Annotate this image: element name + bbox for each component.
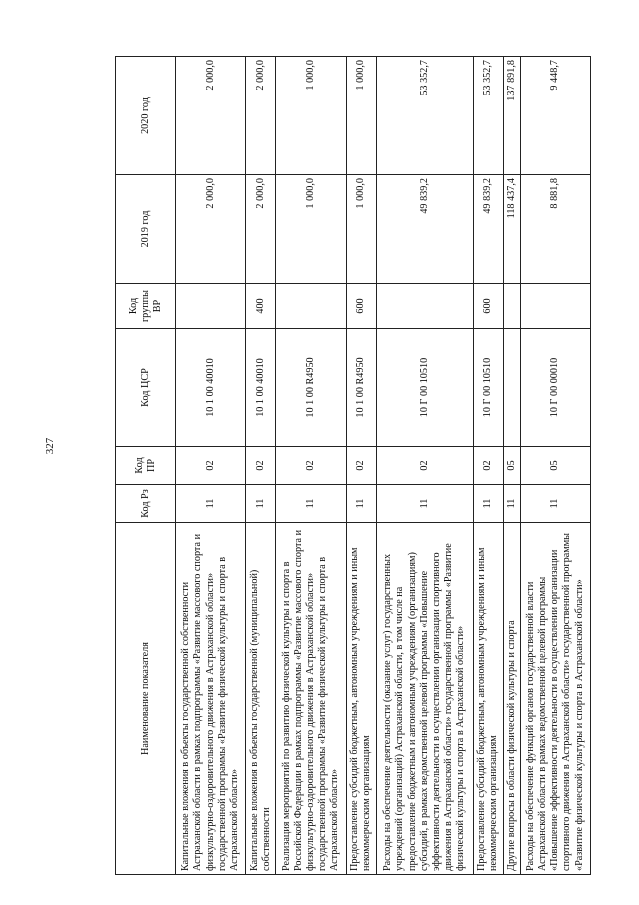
- row-2020: 1 000,0: [276, 57, 346, 175]
- row-csr: 10 Г 00 10510: [376, 329, 473, 447]
- table-row: [246, 57, 276, 875]
- row-pr: 02: [176, 447, 246, 485]
- row-pr: 02: [473, 447, 503, 485]
- budget-table: [115, 56, 591, 875]
- row-rz: 11: [276, 485, 346, 523]
- row-pr: 05: [503, 447, 520, 485]
- table-header-row: [116, 57, 176, 875]
- row-2020: 53 352,7: [473, 57, 503, 175]
- row-vr: [376, 284, 473, 329]
- header-pr: Код ПР: [116, 447, 176, 485]
- header-2020: 2020 год: [116, 57, 176, 175]
- row-rz: 11: [473, 485, 503, 523]
- row-2019: 49 839,2: [376, 175, 473, 284]
- row-pr: 02: [346, 447, 376, 485]
- row-rz: 11: [176, 485, 246, 523]
- row-vr: [176, 284, 246, 329]
- row-2019: 118 437,4: [503, 175, 520, 284]
- row-vr: [520, 284, 590, 329]
- header-name: Наименование показателя: [116, 523, 176, 875]
- row-name: Капитальные вложения в объекты государственной собственности Астраханской области в рамках подпрограммы «Развитие массового спорта и физкультурно-оздоровительного движения в Астраханской области» государственной программы «Развитие физической культуры и спорта в Астраханской области»: [176, 523, 246, 875]
- row-pr: 02: [246, 447, 276, 485]
- header-rz: Код Рз: [116, 485, 176, 523]
- row-csr: [503, 329, 520, 447]
- row-name: Предоставление субсидий бюджетным, автономным учреждениям и иным некоммерческим организациям: [346, 523, 376, 875]
- table-row: [276, 57, 346, 875]
- row-2019: 2 000,0: [176, 175, 246, 284]
- row-2020: 9 448,7: [520, 57, 590, 175]
- row-pr: 02: [376, 447, 473, 485]
- row-2020: 1 000,0: [346, 57, 376, 175]
- row-2020: 53 352,7: [376, 57, 473, 175]
- row-vr: [503, 284, 520, 329]
- row-name: Другие вопросы в области физической культуры и спорта: [503, 523, 520, 875]
- row-csr: 10 1 00 R4950: [346, 329, 376, 447]
- row-rz: 11: [246, 485, 276, 523]
- header-2019: 2019 год: [116, 175, 176, 284]
- row-rz: 11: [376, 485, 473, 523]
- row-2019: 49 839,2: [473, 175, 503, 284]
- table-row: [473, 57, 503, 875]
- row-csr: 10 1 00 40010: [246, 329, 276, 447]
- row-vr: [276, 284, 346, 329]
- row-pr: 05: [520, 447, 590, 485]
- row-pr: 02: [276, 447, 346, 485]
- row-2019: 2 000,0: [246, 175, 276, 284]
- table-row: [520, 57, 590, 875]
- row-name: Реализация мероприятий по развитию физической культуры и спорта в Российской Федерации в рамках подпрограммы «Развитие массового спорта и физкультурно-оздоровительного движения в Астраханской области» государственной программы «Развитие физической культуры и спорта в Астраханской области»: [276, 523, 346, 875]
- table-row: [376, 57, 473, 875]
- row-2019: 8 881,8: [520, 175, 590, 284]
- row-vr: 600: [473, 284, 503, 329]
- row-2019: 1 000,0: [346, 175, 376, 284]
- table-row: [503, 57, 520, 875]
- row-name: Расходы на обеспечение функций органов государственной власти Астраханской области в рамках ведомственной целевой программы «Повышение эффективности деятельности в осуществлении организации спортивного движения в Астраханской области» государственной программы «Развитие физической культуры и спорта в Астраханской области»: [520, 523, 590, 875]
- row-csr: 10 1 00 40010: [176, 329, 246, 447]
- table-row: [176, 57, 246, 875]
- row-rz: 11: [503, 485, 520, 523]
- row-vr: 600: [346, 284, 376, 329]
- row-rz: 11: [520, 485, 590, 523]
- row-csr: 10 1 00 R4950: [276, 329, 346, 447]
- header-vr: Код группы ВР: [116, 284, 176, 329]
- rotated-page-content: [115, 57, 591, 875]
- row-2020: 137 891,8: [503, 57, 520, 175]
- row-rz: 11: [346, 485, 376, 523]
- header-csr: Код ЦСР: [116, 329, 176, 447]
- table-row: [346, 57, 376, 875]
- row-name: Расходы на обеспечение деятельности (оказание услуг) государственных учреждений (организаций) Астраханской области, в том числе на предоставление бюджетным и автономным учреждениям (организациям) субсидий, в рамках ведомственной целевой программы «Повышение эффективности деятельности в осуществлении организации спортивного движения в Астраханской области» государственной программы «Развитие физической культуры и спорта в Астраханской области»: [376, 523, 473, 875]
- row-name: Капитальные вложения в объекты государственной (муниципальной) собственности: [246, 523, 276, 875]
- row-2019: 1 000,0: [276, 175, 346, 284]
- row-csr: 10 Г 00 10510: [473, 329, 503, 447]
- row-vr: 400: [246, 284, 276, 329]
- page-number: 327: [44, 437, 56, 455]
- row-csr: 10 Г 00 00010: [520, 329, 590, 447]
- row-2020: 2 000,0: [246, 57, 276, 175]
- row-name: Предоставление субсидий бюджетным, автономным учреждениям и иным некоммерческим организациям: [473, 523, 503, 875]
- row-2020: 2 000,0: [176, 57, 246, 175]
